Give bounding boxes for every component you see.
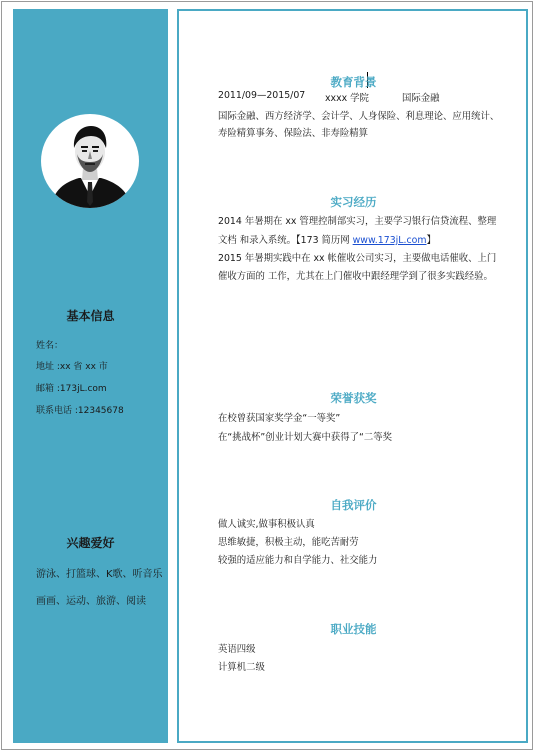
- education-courses-2: 寿险精算事务、保险法、非寿险精算: [218, 128, 369, 139]
- skills-line-1: 英语四级: [218, 644, 256, 655]
- education-major: 国际金融: [402, 93, 440, 104]
- education-courses-1: 国际金融、西方经济学、会计学、人身保险、利息理论、应用统计、: [218, 111, 500, 122]
- website-link[interactable]: www.173jL.com: [352, 235, 427, 246]
- skills-line-2: 计算机二级: [218, 662, 265, 673]
- self-eval-line-3: 较强的适应能力和自学能力、社交能力: [218, 555, 378, 566]
- education-period: 2011/09—2015/07: [218, 90, 306, 101]
- hobbies-line-1: 游泳、打篮球、K歌、听音乐: [36, 569, 163, 580]
- address-field: 地址 :xx 省 xx 市: [36, 362, 108, 372]
- internship-line-1: 2014 年暑期在 xx 管理控制部实习，主要学习银行信贷流程、整理: [218, 216, 497, 227]
- email-field: 邮箱 :173jL.com: [36, 384, 107, 394]
- skills-title: 职业技能: [330, 622, 377, 636]
- internship-line-2-end: 】: [426, 235, 436, 246]
- internship-line-2-text: 文档 和录入系统。【173 简历网: [218, 235, 353, 246]
- profile-photo: [41, 114, 139, 208]
- honors-title: 荣誉获奖: [330, 391, 377, 405]
- phone-field: 联系电话 :12345678: [36, 406, 124, 416]
- internship-line-3: 2015 年暑期实践中在 xx 帐催收公司实习，主要做电话催收、上门: [218, 253, 497, 264]
- self-eval-title: 自我评价: [330, 498, 377, 512]
- education-school: xxxx 学院: [325, 93, 369, 104]
- self-eval-line-1: 做人诚实,做事积极认真: [218, 519, 315, 530]
- internship-line-4: 催收方面的 工作，尤其在上门催收中跟经理学到了很多实践经验。: [218, 271, 493, 282]
- education-title: 教育背景: [330, 75, 377, 89]
- name-field: 姓名：: [36, 341, 64, 351]
- honors-line-1: 在校曾获国家奖学金“一等奖”: [218, 413, 341, 424]
- internship-line-2: [218, 232, 436, 246]
- hobbies-line-2: 画画、运动、旅游、阅读: [36, 596, 146, 607]
- hobbies-title: 兴趣爱好: [66, 536, 115, 550]
- honors-line-2: 在“挑战杯”创业计划大赛中获得了“二等奖: [218, 432, 392, 443]
- internship-title: 实习经历: [330, 195, 377, 209]
- self-eval-line-2: 思维敏捷，积极主动，能吃苦耐劳: [218, 537, 359, 548]
- basic-info-title: 基本信息: [66, 309, 115, 323]
